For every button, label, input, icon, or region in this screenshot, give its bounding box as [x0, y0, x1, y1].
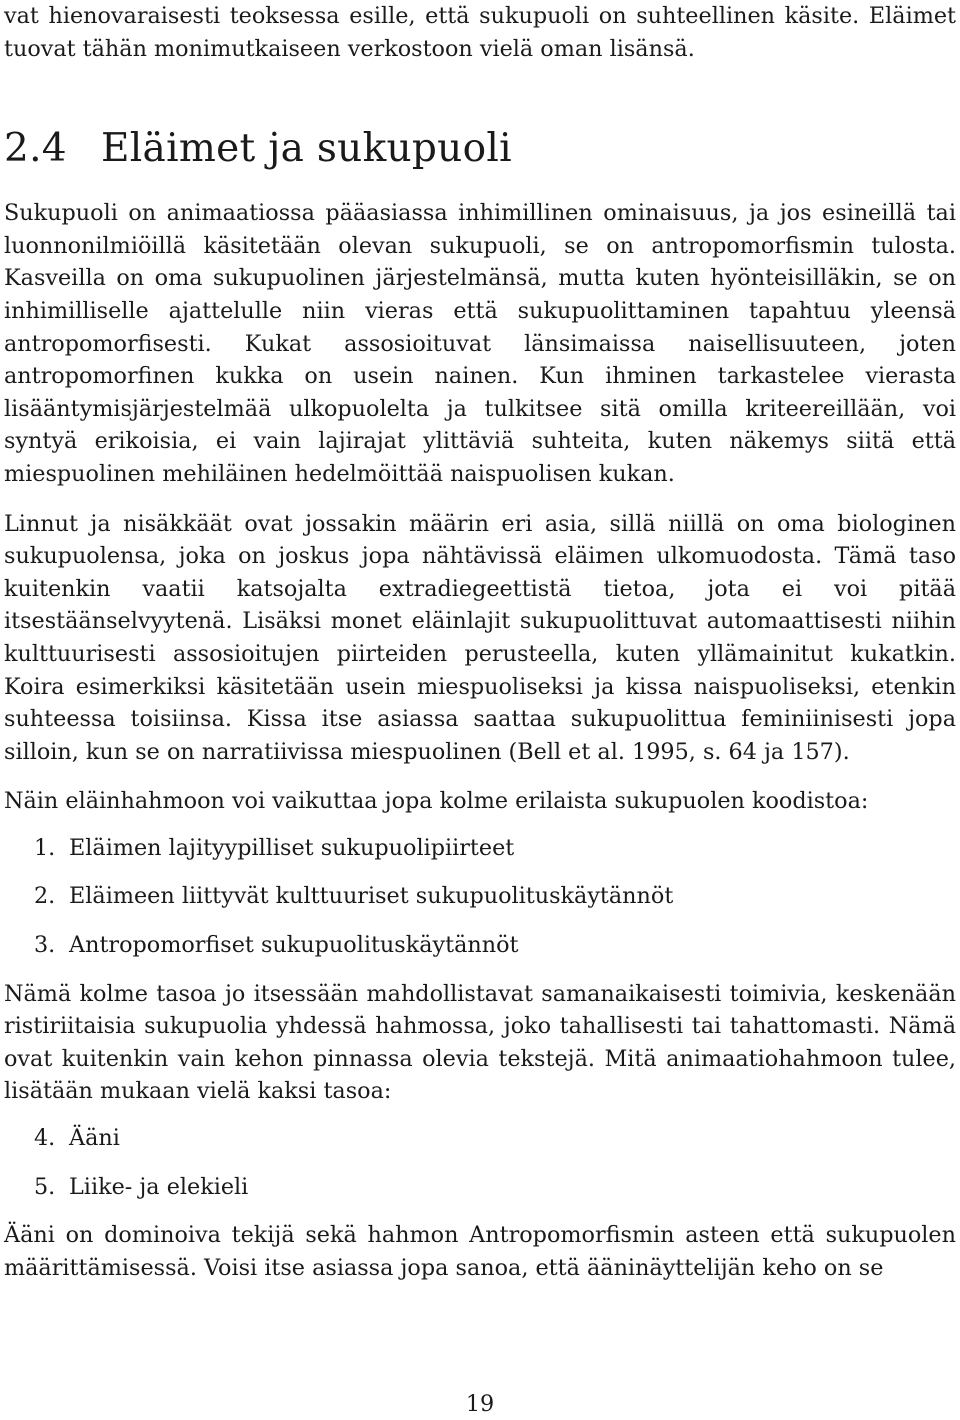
- paragraph-tasot: Nämä kolme tasoa jo itsessään mahdollistavat samanaikaisesti toimivia, keskenään ristiriitaisia sukupuolia yhdessä hahmossa, joko tahallisesti tai tahattomasti. Nämä ovat kuitenkin vain kehon pinnassa olevia tekstejä. Mitä animaatiohahmoon tulee, lisätään mukaan vielä kaksi tasoa:: [4, 980, 956, 1105]
- document-page: [4, 0, 956, 1284]
- paragraph-aani: Ääni on dominoiva tekijä sekä hahmon Antropomorfismin asteen että sukupuolen määrittämisessä. Voisi itse asiassa jopa sanoa, että ääninäyttelijän keho on se: [4, 1222, 956, 1281]
- list-item: 4. Ääni: [34, 1125, 120, 1152]
- paragraph-linnut: Linnut ja nisäkkäät ovat jossakin määrin eri asia, sillä niillä on oma biologinen sukupuolensa, joka on joskus jopa nähtävissä eläimen ulkomuodosta. Tämä taso kuitenkin vaatii katsojalta extradiegeettistä tietoa, jota ei voi pitää itsestäänselvyytenä. Lisäksi monet eläinlajit sukupuolittuvat automaattisesti niihin kulttuurisesti assosioitujen piirteiden perusteella, kuten yllämainitut kukatkin. Koira esimerkiksi käsitetään usein miespuoliseksi ja kissa naispuoliseksi, etenkin suhteessa toisiinsa. Kissa itse asiassa saattaa sukupuolittua feminiinisesti jopa silloin, kun se on narratiivissa miespuolinen (Bell et al. 1995, s. 64 ja 157).: [4, 510, 956, 765]
- list-item: 2. Eläimeen liittyvät kulttuuriset sukupuolituskäytännöt: [34, 883, 674, 910]
- page-number: 19: [465, 1391, 495, 1417]
- list-item: 1. Eläimen lajityypilliset sukupuolipiirteet: [34, 834, 515, 861]
- extra-levels-list: [4, 1122, 956, 1203]
- section-number: 2.4: [4, 126, 67, 172]
- list-item: 3. Antropomorfiset sukupuolituskäytännöt: [34, 932, 519, 959]
- section-heading: [4, 123, 956, 175]
- list-item: 5. Liike- ja elekieli: [34, 1173, 249, 1200]
- intro-paragraph: vat hienovaraisesti teoksessa esille, että sukupuoli on suhteellinen käsite. Eläimet tuovat tähän monimutkaiseen verkostoon vielä oman lisänsä.: [4, 3, 956, 62]
- code-list: [4, 832, 956, 962]
- section-title: Eläimet ja sukupuoli: [101, 126, 512, 172]
- paragraph-koodisto-intro: Näin eläinhahmoon voi vaikuttaa jopa kolme erilaista sukupuolen koodistoa:: [4, 788, 869, 815]
- paragraph-sukupuoli: Sukupuoli on animaatiossa pääasiassa inhimillinen ominaisuus, ja jos esineillä tai luonnonilmiöillä käsitetään olevan sukupuoli, se on antropomorfismin tulosta. Kasveilla on oma sukupuolinen järjestelmänsä, mutta kuten hyönteisilläkin, se on inhimilliselle ajattelulle niin vieras että sukupuolittaminen tapahtuu yleensä antropomorfisesti. Kukat assosioituvat länsimaissa naisellisuuteen, joten antropomorfinen kukka on usein nainen. Kun ihminen tarkastelee vierasta lisääntymisjärjestelmää ulkopuolelta ja tulkitsee sitä omilla kriteereillään, voi syntyä erikoisia, ei vain lajirajat ylittäviä suhteita, kuten näkemys siitä että miespuolinen mehiläinen hedelmöittää naispuolisen kukan.: [4, 200, 956, 487]
